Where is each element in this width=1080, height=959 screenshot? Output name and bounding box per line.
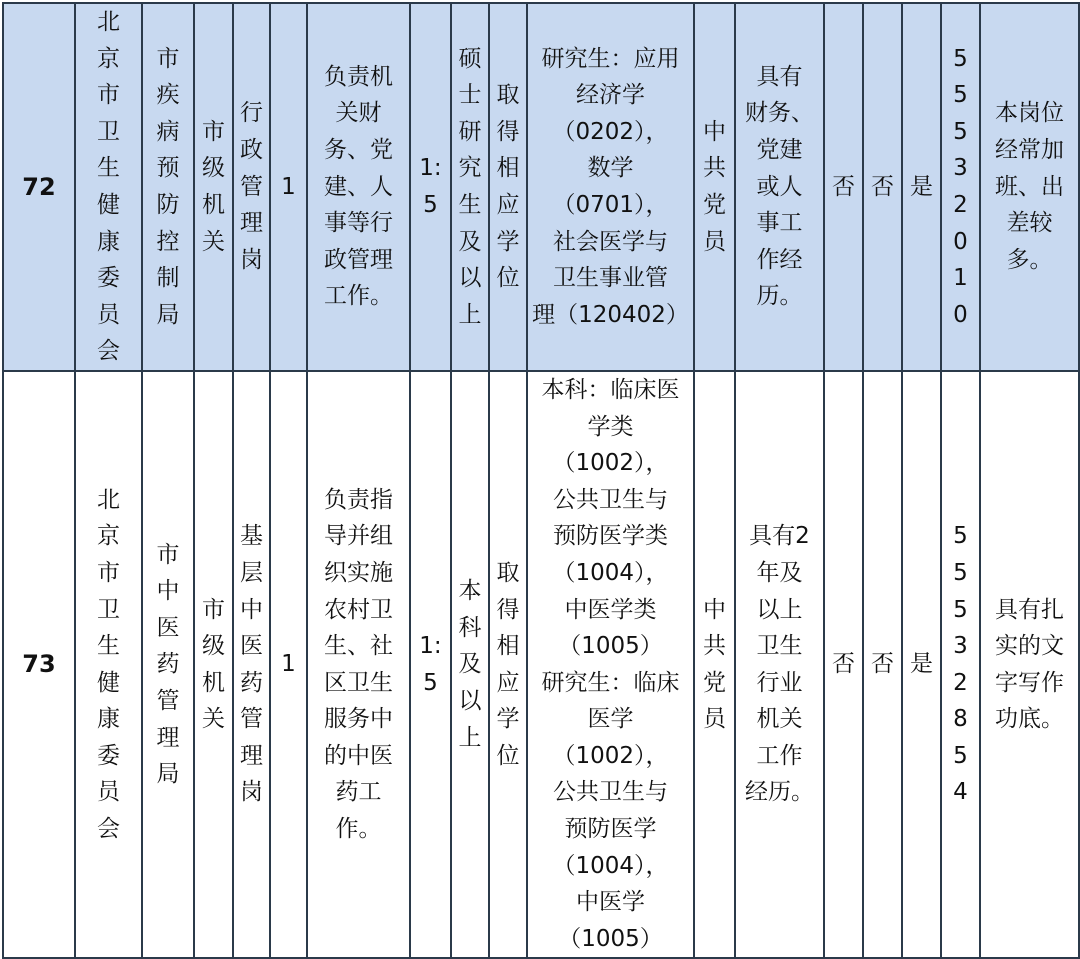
dept-cell: 北京市卫生健康委员会 bbox=[75, 3, 142, 371]
phone-cell: 55532854 bbox=[941, 371, 980, 959]
col15-cell: 是 bbox=[902, 371, 941, 959]
ratio-cell: 1:5 bbox=[410, 371, 451, 959]
count-cell: 1 bbox=[270, 371, 307, 959]
level-cell: 市级机关 bbox=[194, 371, 233, 959]
education-cell: 硕士研究生及以上 bbox=[451, 3, 489, 371]
phone-cell: 55532010 bbox=[941, 3, 980, 371]
degree-cell: 取得相应学位 bbox=[489, 3, 527, 371]
politics-cell: 中共党员 bbox=[694, 371, 735, 959]
experience-cell: 具有 财务、 党建 或人 事工 作经 历。 bbox=[735, 3, 824, 371]
remark-cell: 具有扎 实的文 字写作 功底。 bbox=[980, 371, 1079, 959]
col13-cell: 否 bbox=[824, 371, 863, 959]
dept-cell: 北京市卫生健康委员会 bbox=[75, 371, 142, 959]
remark-cell: 本岗位 经常加 班、出 差较 多。 bbox=[980, 3, 1079, 371]
position-cell: 行政管理岗 bbox=[233, 3, 270, 371]
unit-cell: 市疾病预防控制局 bbox=[142, 3, 194, 371]
duty-cell: 负责指 导并组 织实施 农村卫 生、社 区卫生 服务中 的中医 药工 作。 bbox=[307, 371, 410, 959]
seq-cell: 72 bbox=[3, 3, 75, 371]
politics-cell: 中共党员 bbox=[694, 3, 735, 371]
major-cell: 研究生：应用 经济学 （0202）， 数学 （0701）， 社会医学与 卫生事业管 理（120402） bbox=[527, 3, 694, 371]
ratio-cell: 1:5 bbox=[410, 3, 451, 371]
count-cell: 1 bbox=[270, 3, 307, 371]
col14-cell: 否 bbox=[863, 371, 902, 959]
duty-cell: 负责机 关财 务、党 建、人 事等行 政管理 工作。 bbox=[307, 3, 410, 371]
unit-cell: 市中医药管理局 bbox=[142, 371, 194, 959]
seq-cell: 73 bbox=[3, 371, 75, 959]
col13-cell: 否 bbox=[824, 3, 863, 371]
degree-cell: 取得相应学位 bbox=[489, 371, 527, 959]
major-cell: 本科：临床医 学类 （1002）， 公共卫生与 预防医学类 （1004）， 中医学类 （1005） 研究生：临床 医学 （1002）， 公共卫生与 预防医学 （1004）， 中医学 （1005） bbox=[527, 371, 694, 959]
position-cell: 基层中医药管理岗 bbox=[233, 371, 270, 959]
experience-cell: 具有2 年及 以上 卫生 行业 机关 工作 经历。 bbox=[735, 371, 824, 959]
table-row bbox=[3, 371, 1079, 959]
position-table bbox=[2, 2, 1080, 959]
level-cell: 市级机关 bbox=[194, 3, 233, 371]
education-cell: 本科及以上 bbox=[451, 371, 489, 959]
col15-cell: 是 bbox=[902, 3, 941, 371]
col14-cell: 否 bbox=[863, 3, 902, 371]
table-row bbox=[3, 3, 1079, 371]
